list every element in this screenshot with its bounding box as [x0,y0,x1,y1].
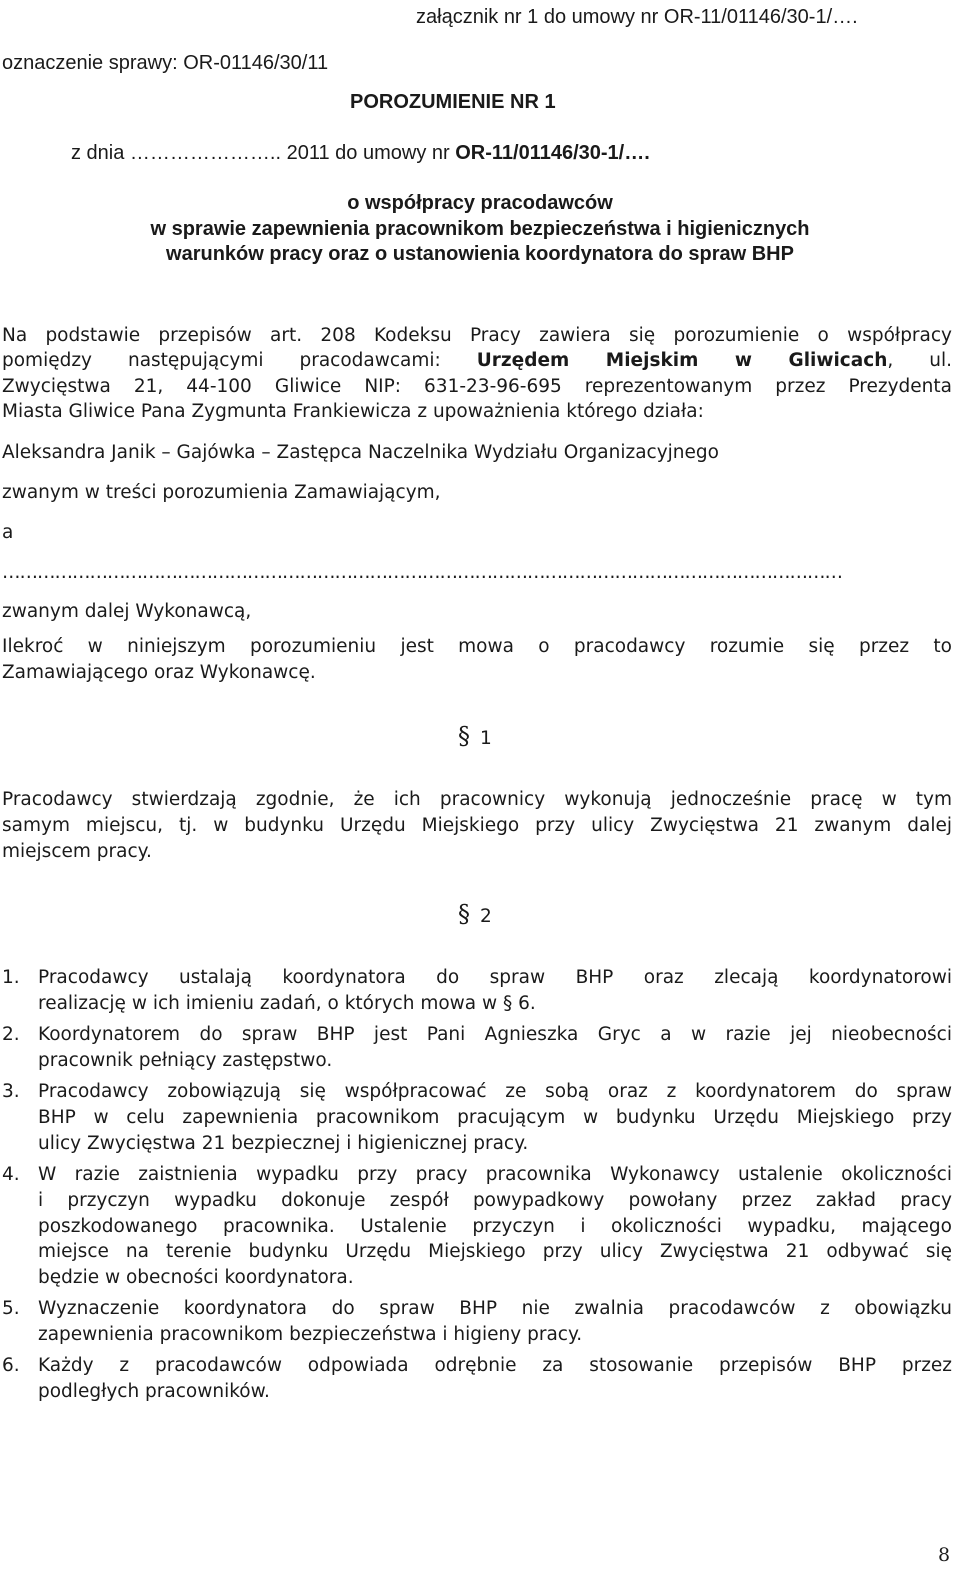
list-item-number: 2. [2,1024,20,1045]
list-item-number: 6. [2,1355,20,1376]
case-reference: oznaczenie sprawy: OR-01146/30/11 [2,52,329,74]
intro-line-1: Na podstawie przepisów art. 208 Kodeksu Pracy zawiera się porozumienie o współpracy [2,325,952,346]
section-2-number: 2 [480,906,492,927]
representative-line: Aleksandra Janik – Gajówka – Zastępca Naczelnika Wydziału Organizacyjnego [2,442,719,463]
subtitle-line-1: o współpracy pracodawców [347,192,613,214]
intro-line-2-text: pomiędzy następującymi pracodawcami: [2,350,477,371]
list-item-line: realizację w ich imieniu zadań, o których mowa w § 6. [38,993,536,1014]
section-1-number: 1 [480,728,492,749]
subtitle-line-3: warunków pracy oraz o ustanowienia koordynatora do spraw BHP [166,243,794,265]
list-item-number: 3. [2,1081,20,1102]
section-1-line-2: samym miejscu, tj. w budynku Urzędu Miejskiego przy ulicy Zwycięstwa 21 zwanym dalej [2,815,952,836]
intro-line-3: Zwycięstwa 21, 44-100 Gliwice NIP: 631-23-96-695 reprezentowanym przez Prezydenta [2,376,952,397]
list-item-line: Koordynatorem do spraw BHP jest Pani Agnieszka Gryc a w razie jej nieobecności [38,1024,952,1045]
employer-definition-line-1: Ilekroć w niniejszym porozumieniu jest mowa o pracodawcy rozumie się przez to [2,636,952,657]
and-word: a [2,522,14,543]
section-2-heading [458,900,492,928]
list-item-line: Pracodawcy zobowiązują się współpracować ze sobą oraz z koordynatorem do spraw [38,1081,952,1102]
attachment-note: załącznik nr 1 do umowy nr OR-11/01146/30-1/…. [416,6,858,28]
list-item-number: 1. [2,967,20,988]
list-item-line: poszkodowanego pracownika. Ustalenie przyczyn i okoliczności wypadku, mającego [38,1216,952,1237]
list-item-line: i przyczyn wypadku dokonuje zespół powypadkowy powołany przez zakład pracy [38,1190,952,1211]
list-item-line: ulicy Zwycięstwa 21 bezpiecznej i higienicznej pracy. [38,1133,529,1154]
employer-name: Urzędem Miejskim w Gliwicach [476,350,888,371]
list-item-line: BHP w celu zapewnienia pracownikom pracującym w budynku Urzędu Miejskiego przy [38,1107,952,1128]
intro-line-2 [2,350,952,371]
list-item-line: Pracodawcy ustalają koordynatora do spraw BHP oraz zlecają koordynatorowi [38,967,952,988]
list-item-line: miejsce na terenie budynku Urzędu Miejskiego przy ulicy Zwycięstwa 21 odbywać się [38,1241,952,1262]
contractor-blank-line: ……………………………………………………………………………………………………………………………… [2,562,842,583]
subtitle-line-2: w sprawie zapewnienia pracownikom bezpieczeństwa i higienicznych [150,218,810,240]
intro-line-4: Miasta Gliwice Pana Zygmunta Frankiewicza z upoważnienia którego działa: [2,401,704,422]
list-item-line: Każdy z pracodawców odpowiada odrębnie za stosowanie przepisów BHP przez [38,1355,952,1376]
list-item-number: 4. [2,1164,20,1185]
list-item-line: będzie w obecności koordynatora. [38,1267,354,1288]
paragraph-sign: § [458,900,470,928]
page-number: 8 [938,1544,951,1566]
contract-number: OR-11/01146/30-1/…. [455,142,650,164]
list-item-line: podległych pracowników. [38,1381,270,1402]
employer-definition-line-2: Zamawiającego oraz Wykonawcę. [2,662,316,683]
list-item-line: Wyznaczenie koordynatora do spraw BHP nie zwalnia pracodawców z obowiązku [38,1298,952,1319]
list-item-line: W razie zaistnienia wypadku przy pracy pracownika Wykonawcy ustalenie okoliczności [38,1164,952,1185]
agreement-date-line [71,142,650,165]
contractor-line: zwanym dalej Wykonawcą, [2,601,252,622]
list-item-number: 5. [2,1298,20,1319]
list-item-line: zapewnienia pracownikom bezpieczeństwa i higieny pracy. [38,1324,583,1345]
paragraph-sign: § [458,722,470,750]
ordering-party-line: zwanym w treści porozumienia Zamawiającym, [2,482,441,503]
section-1-line-1: Pracodawcy stwierdzają zgodnie, że ich pracownicy wykonują jednocześnie pracę w tym [2,789,952,810]
agreement-title: POROZUMIENIE NR 1 [350,91,556,113]
section-1-line-3: miejscem pracy. [2,841,152,862]
intro-line-2-end: , ul. [887,350,952,371]
date-prefix: z dnia ………………….. 2011 do umowy nr [71,142,456,164]
list-item-line: pracownik pełniący zastępstwo. [38,1050,333,1071]
section-1-heading [458,722,492,750]
